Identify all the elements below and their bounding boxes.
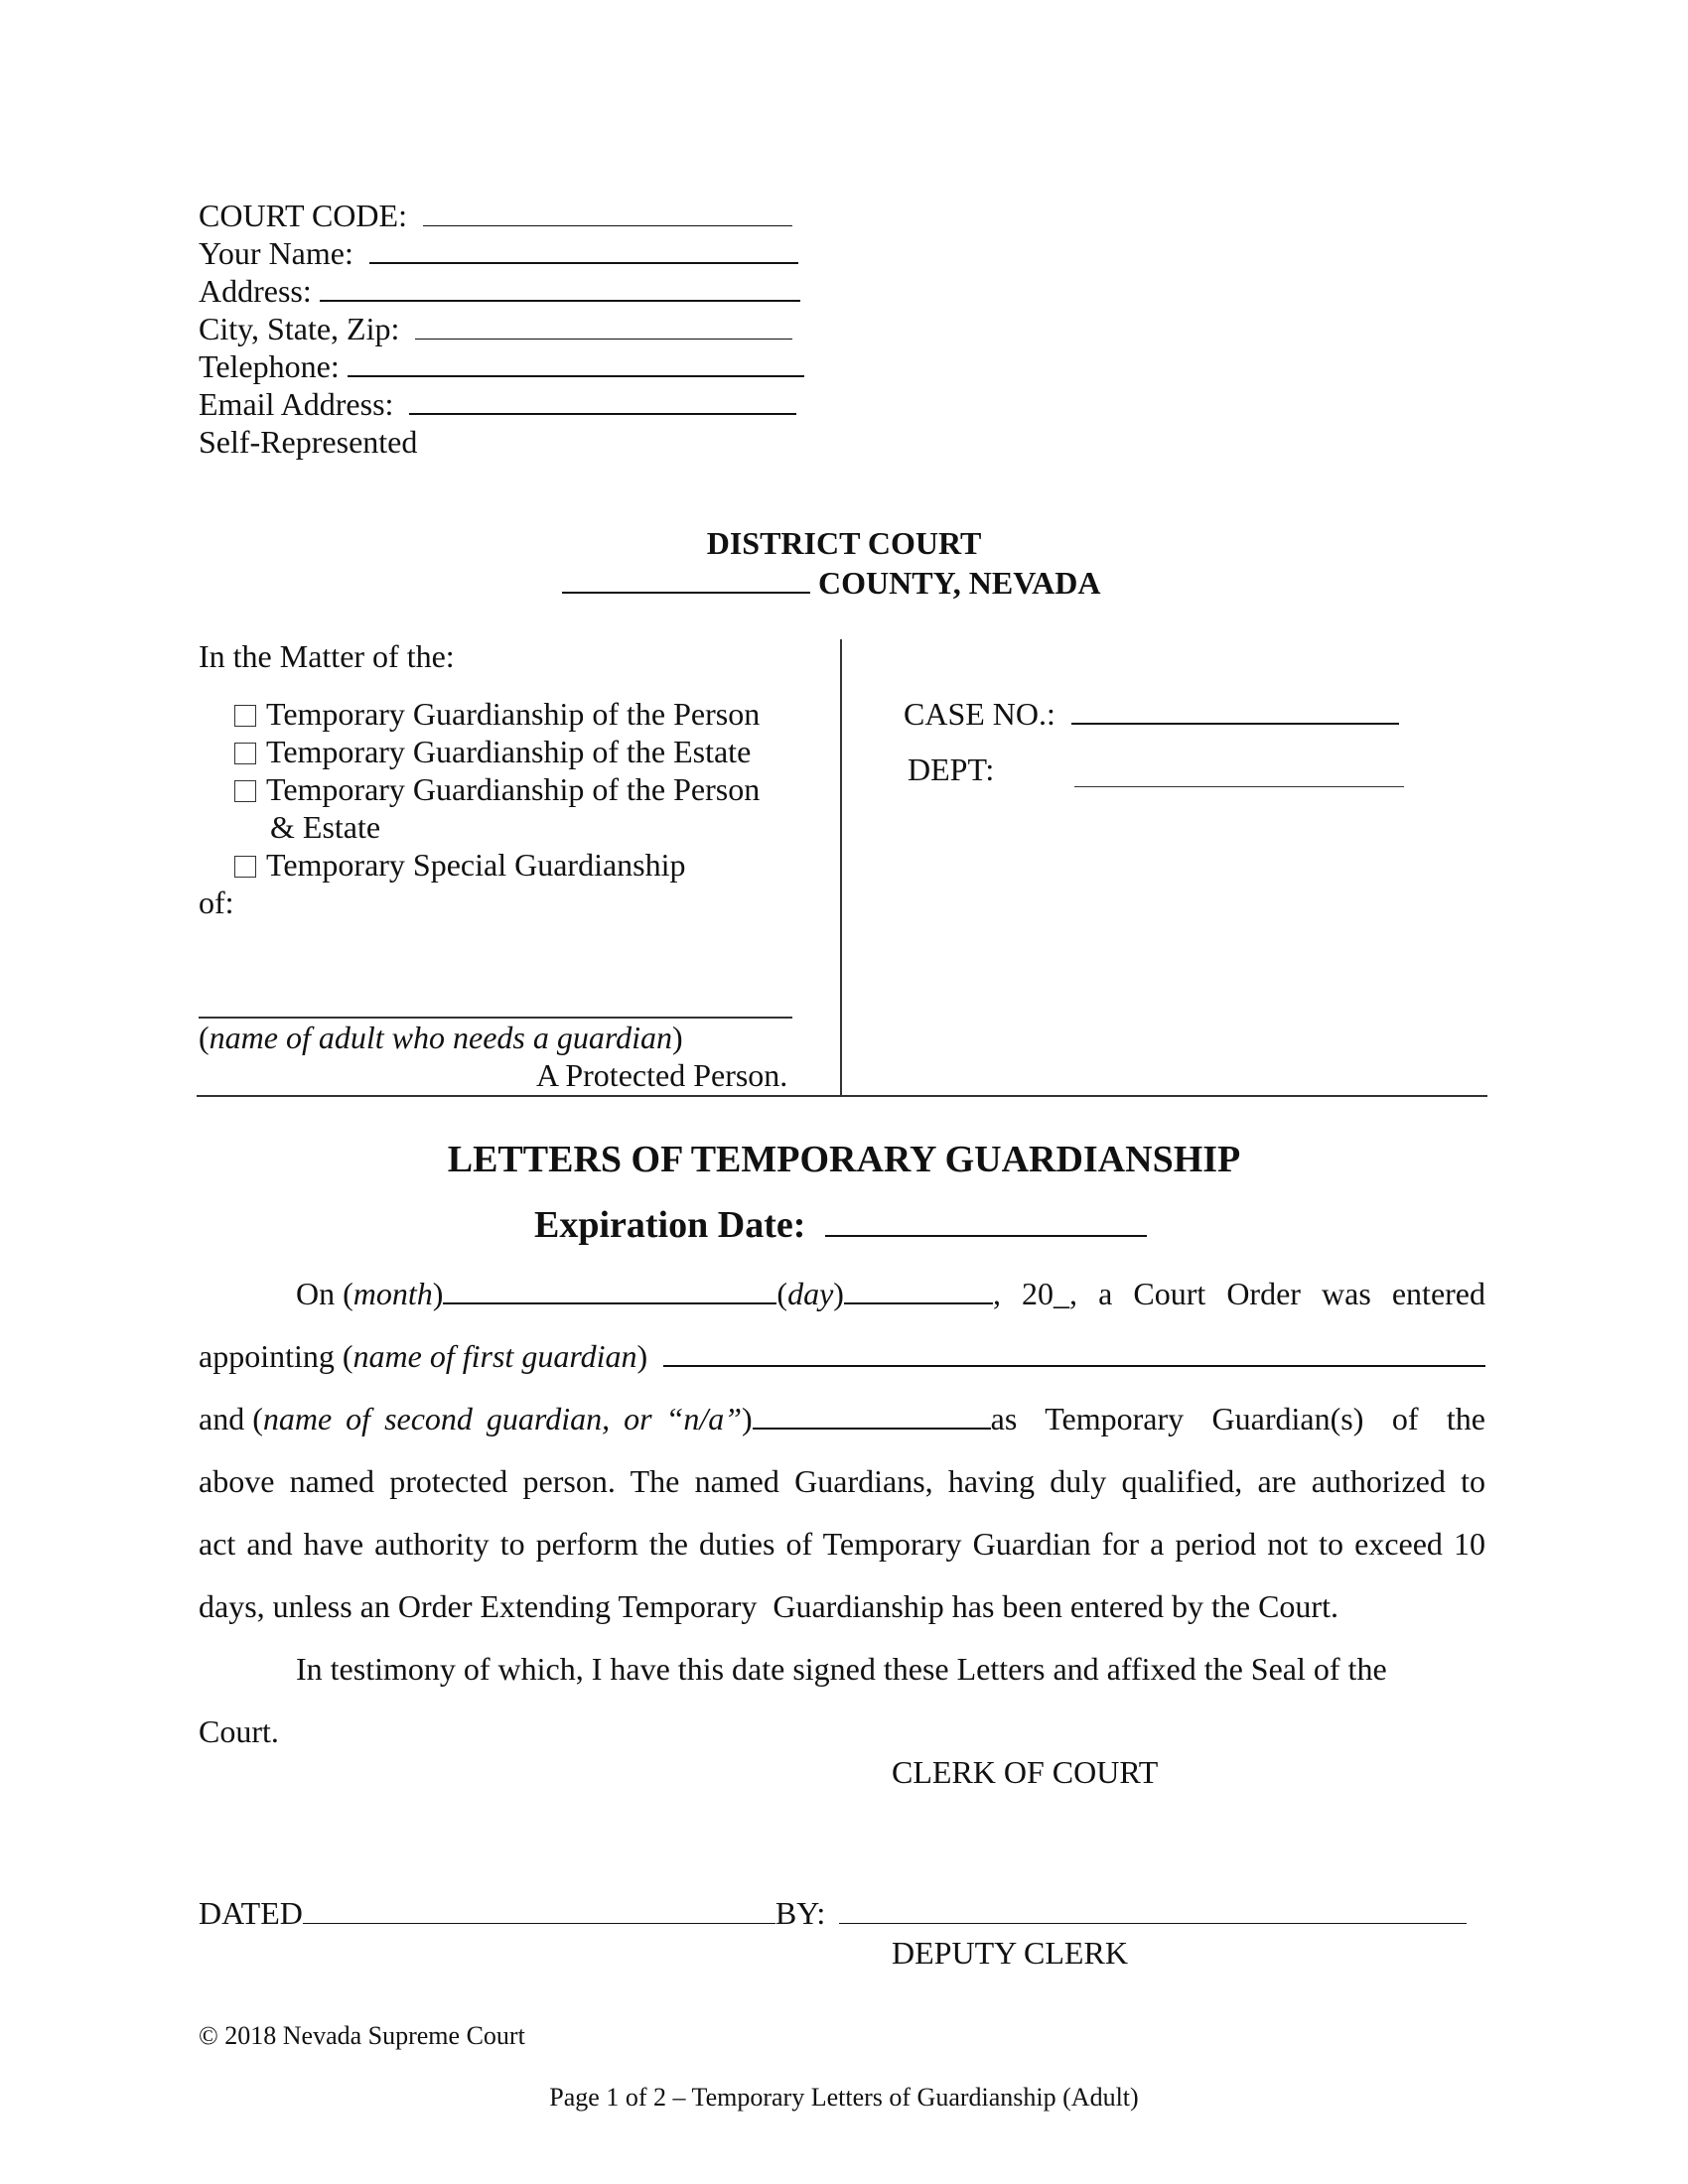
text-paren: ( xyxy=(776,1276,788,1311)
address-label: Address: xyxy=(199,273,312,309)
county-suffix: COUNTY, NEVADA xyxy=(818,565,1101,601)
text-month: month xyxy=(352,1276,433,1311)
name-hint-close: ) xyxy=(672,1020,683,1055)
email-field[interactable] xyxy=(409,385,796,415)
day-field[interactable] xyxy=(844,1273,993,1304)
option-label: Temporary Guardianship of the Person xyxy=(266,771,761,807)
clerk-of-court: CLERK OF COURT xyxy=(892,1754,1159,1790)
checkbox-person[interactable] xyxy=(234,705,256,727)
text-second-guardian: name of second guardian, or “n/a” xyxy=(262,1401,743,1436)
case-no-field[interactable] xyxy=(1071,695,1399,725)
body-line-4: above named protected person. The named Guardians, having duly qualified, are authorized to xyxy=(199,1463,1485,1499)
name-hint-text: name of adult who needs a guardian xyxy=(209,1020,672,1055)
body-line-3 xyxy=(199,1388,1485,1450)
text-first-guardian: name of first guardian xyxy=(352,1338,637,1374)
caption-bottom-rule xyxy=(197,1095,1487,1097)
matter-label: In the Matter of the: xyxy=(199,638,455,674)
option-continuation: & Estate xyxy=(270,809,381,845)
text-paren: ) xyxy=(432,1276,444,1311)
option-label: Temporary Guardianship of the Person xyxy=(266,696,761,732)
your-name-row xyxy=(199,234,798,272)
month-field[interactable] xyxy=(443,1273,776,1304)
caption-divider xyxy=(840,639,842,1096)
text-paren: ) xyxy=(636,1338,648,1374)
court-code-row xyxy=(199,197,792,234)
option-guardianship-person[interactable] xyxy=(234,695,760,733)
telephone-field[interactable] xyxy=(348,347,804,377)
document-title: LETTERS OF TEMPORARY GUARDIANSHIP xyxy=(447,1139,1241,1180)
name-hint-open: ( xyxy=(199,1020,210,1055)
checkbox-person-estate[interactable] xyxy=(234,780,256,802)
option-label: Temporary Special Guardianship xyxy=(266,847,686,883)
address-row xyxy=(199,272,800,310)
text-as: as Temporary Guardian(s) of the xyxy=(990,1401,1485,1436)
case-no-row xyxy=(904,695,1399,733)
court-heading-line2 xyxy=(562,564,1101,602)
telephone-label: Telephone: xyxy=(199,348,340,384)
copyright: © 2018 Nevada Supreme Court xyxy=(199,2021,525,2050)
case-no-label: CASE NO.: xyxy=(904,696,1055,732)
dated-label: DATED xyxy=(199,1895,303,1931)
by-label: BY: xyxy=(774,1895,826,1931)
body-line-2 xyxy=(199,1325,1485,1388)
body-line-6: days, unless an Order Extending Temporary Guardianship has been entered by the Court. xyxy=(199,1588,1338,1624)
email-label: Email Address: xyxy=(199,386,394,422)
dated-row xyxy=(199,1894,1467,1932)
checkbox-special[interactable] xyxy=(234,856,256,878)
signature-field[interactable] xyxy=(839,1895,1467,1924)
page-footer: Page 1 of 2 – Temporary Letters of Guardianship (Adult) xyxy=(549,2083,1139,2112)
dept-label: DEPT: xyxy=(908,751,995,787)
option-guardianship-person-estate[interactable] xyxy=(234,770,760,808)
text-and: and ( xyxy=(199,1401,263,1436)
self-represented: Self-Represented xyxy=(199,424,418,460)
court-code-field[interactable] xyxy=(423,198,792,226)
expiration-row xyxy=(534,1201,1147,1247)
county-field[interactable] xyxy=(562,564,810,594)
court-word: Court. xyxy=(199,1713,279,1749)
body-paragraph xyxy=(199,1263,1485,1763)
city-state-zip-row xyxy=(199,310,792,347)
text-year: , 20_, a Court Order was entered xyxy=(992,1276,1485,1311)
text-paren: ) xyxy=(833,1276,844,1311)
expiration-date-field[interactable] xyxy=(825,1201,1147,1237)
option-special-guardianship[interactable] xyxy=(234,846,686,884)
court-heading-line1: DISTRICT COURT xyxy=(706,525,982,561)
city-state-zip-label: City, State, Zip: xyxy=(199,311,400,346)
option-label: Temporary Guardianship of the Estate xyxy=(266,734,752,769)
expiration-label: Expiration Date: xyxy=(534,1204,806,1246)
protected-person-label: A Protected Person. xyxy=(536,1057,788,1093)
text-on: On ( xyxy=(296,1276,353,1311)
name-hint xyxy=(199,1019,683,1056)
court-code-label: COURT CODE: xyxy=(199,198,407,233)
your-name-label: Your Name: xyxy=(199,235,353,271)
city-state-zip-field[interactable] xyxy=(415,311,792,340)
testimony-line: In testimony of which, I have this date signed these Letters and affixed the Seal of the xyxy=(296,1651,1387,1687)
checkbox-estate[interactable] xyxy=(234,743,256,764)
deputy-clerk: DEPUTY CLERK xyxy=(892,1935,1128,1971)
option-guardianship-estate[interactable] xyxy=(234,733,751,770)
text-appointing: appointing ( xyxy=(199,1338,353,1374)
address-field[interactable] xyxy=(320,272,800,302)
second-guardian-field[interactable] xyxy=(753,1398,991,1430)
text-paren: ) xyxy=(742,1401,753,1436)
dept-field[interactable] xyxy=(1074,786,1404,787)
dated-field[interactable] xyxy=(303,1895,775,1924)
body-line-5: act and have authority to perform the duties of Temporary Guardian for a period not to exceed 10 xyxy=(199,1526,1485,1562)
of-label: of: xyxy=(199,885,234,920)
body-line-1 xyxy=(199,1263,1485,1325)
first-guardian-field[interactable] xyxy=(663,1335,1485,1367)
your-name-field[interactable] xyxy=(369,234,798,264)
text-day: day xyxy=(787,1276,834,1311)
email-row xyxy=(199,385,796,423)
telephone-row xyxy=(199,347,804,385)
